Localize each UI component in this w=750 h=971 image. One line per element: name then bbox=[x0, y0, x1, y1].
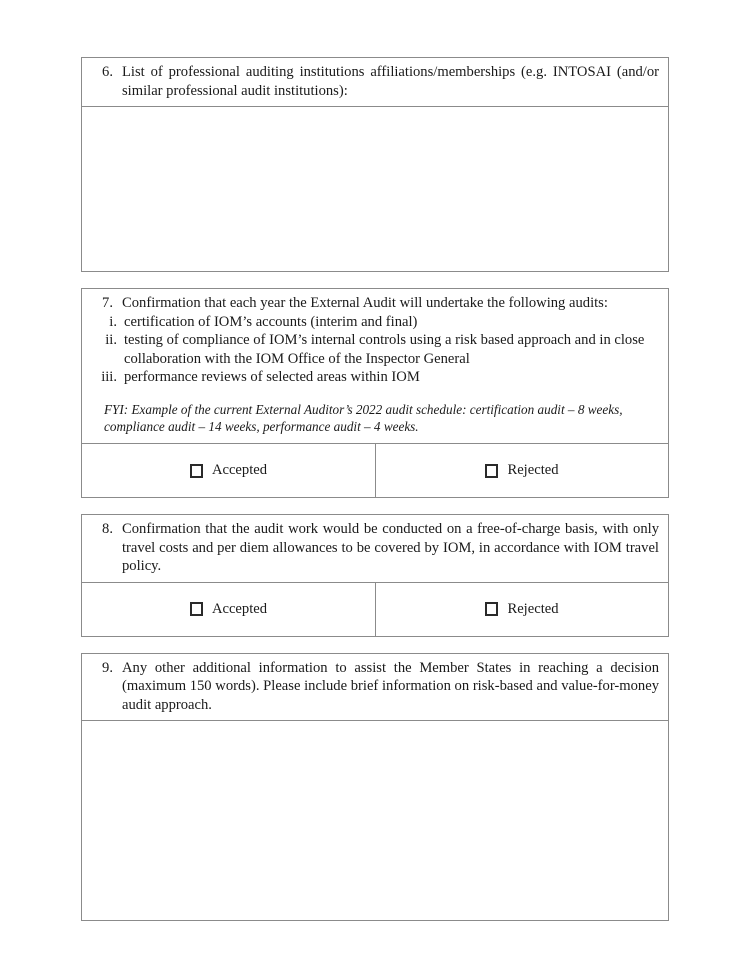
section-8-accepted-option[interactable] bbox=[82, 583, 375, 636]
section-9 bbox=[81, 653, 669, 922]
list-item bbox=[91, 331, 659, 368]
section-8-rejected-label: Rejected bbox=[507, 600, 559, 617]
checkbox-icon[interactable] bbox=[485, 464, 498, 478]
checkbox-icon[interactable] bbox=[485, 602, 498, 616]
section-7-audit-list bbox=[91, 313, 659, 387]
section-9-number: 9. bbox=[102, 659, 113, 676]
section-7-accepted-option[interactable] bbox=[82, 444, 375, 497]
section-6-header bbox=[82, 58, 668, 106]
checkbox-icon[interactable] bbox=[190, 464, 203, 478]
section-7-accepted-label: Accepted bbox=[211, 462, 268, 479]
section-7-question bbox=[91, 294, 659, 313]
list-item-label: certification of IOM’s accounts (interim and final) bbox=[124, 313, 418, 330]
section-8-rejected-option[interactable] bbox=[375, 583, 668, 636]
section-8-question bbox=[91, 520, 659, 576]
section-7-choice-row bbox=[82, 443, 668, 497]
section-8 bbox=[81, 514, 669, 637]
section-6 bbox=[81, 57, 669, 272]
section-6-number: 6. bbox=[102, 64, 113, 80]
section-7 bbox=[81, 288, 669, 498]
section-9-answer-area[interactable] bbox=[82, 720, 668, 920]
section-8-question-text: Confirmation that the audit work would be conducted on a free-of-charge basis, with only travel costs and per diem allowances to be covered by IOM, in accordance with IOM travel policy. bbox=[122, 521, 659, 575]
section-8-accepted-label: Accepted bbox=[211, 600, 268, 617]
list-item-label: performance reviews of selected areas within IOM bbox=[124, 369, 420, 386]
section-8-choice-row bbox=[82, 582, 668, 636]
section-9-header bbox=[82, 654, 668, 721]
section-7-header bbox=[82, 289, 668, 443]
section-6-question bbox=[91, 63, 659, 100]
section-9-question bbox=[91, 659, 659, 715]
section-7-number: 7. bbox=[102, 295, 113, 312]
section-8-number: 8. bbox=[102, 521, 113, 538]
section-9-question-text: Any other additional information to assist the Member States in reaching a decision (maximum 150 words). Please include brief information on risk-based and value-for-money audit approach. bbox=[122, 659, 659, 713]
list-item-label: testing of compliance of IOM’s internal controls using a risk based approach and in close collaboration with the IOM Office of the Inspector General bbox=[124, 332, 645, 367]
list-item-marker: iii. bbox=[101, 369, 117, 386]
list-item-marker: ii. bbox=[105, 332, 117, 349]
section-7-rejected-label: Rejected bbox=[507, 462, 559, 479]
list-item-marker: i. bbox=[109, 313, 117, 330]
section-6-question-text: List of professional auditing institutions affiliations/memberships (e.g. INTOSAI (and/or similar professional audit institutions): bbox=[122, 64, 659, 99]
section-7-fyi-note: FYI: Example of the current External Auditor’s 2022 audit schedule: certification audit – 8 weeks, compliance audit – 14 weeks, performance audit – 4 weeks. bbox=[104, 401, 623, 434]
section-6-answer-area[interactable] bbox=[82, 106, 668, 271]
section-7-question-text: Confirmation that each year the External Audit will undertake the following audits: bbox=[122, 295, 608, 312]
checkbox-icon[interactable] bbox=[190, 602, 203, 616]
list-item bbox=[91, 313, 659, 332]
list-item bbox=[91, 368, 659, 387]
section-7-rejected-option[interactable] bbox=[375, 444, 668, 497]
section-8-header bbox=[82, 515, 668, 582]
